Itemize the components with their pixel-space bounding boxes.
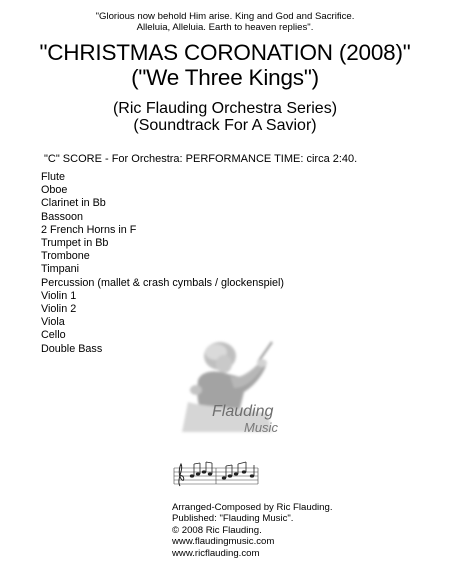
- title-line-2: ("We Three Kings"): [131, 65, 319, 90]
- instrument-item: Percussion (mallet & crash cymbals / glockenspiel): [41, 276, 285, 289]
- logo-text-flauding: Flauding: [212, 403, 274, 420]
- series-line-2: (Soundtrack For A Savior): [133, 117, 317, 134]
- credit-arranger: Arranged-Composed by Ric Flauding.: [172, 502, 333, 513]
- instrument-item: Double Bass: [41, 342, 103, 355]
- instrument-item: Violin 2: [41, 303, 77, 316]
- series-subtitle: [0, 100, 450, 134]
- instrument-item: Timpani: [41, 263, 79, 276]
- conductor-logo-icon: [168, 336, 296, 444]
- music-staff-icon: [172, 460, 260, 490]
- credit-website-2: www.ricflauding.com: [172, 547, 260, 559]
- credits-block: [172, 502, 333, 559]
- instrument-item: 2 French Horns in F: [41, 223, 137, 236]
- page-title: [0, 40, 450, 90]
- score-info: "C" SCORE - For Orchestra: PERFORMANCE TIME: circa 2:40.: [44, 153, 358, 165]
- instrument-item: Violin 1: [41, 289, 77, 302]
- instrument-item: Oboe: [41, 184, 68, 197]
- instrument-item: Trombone: [41, 250, 90, 263]
- credit-copyright: © 2008 Ric Flauding.: [172, 524, 262, 536]
- instrument-item: Clarinet in Bb: [41, 197, 106, 210]
- epigraph-line-2: Alleluia, Alleluia. Earth to heaven replies".: [136, 22, 314, 33]
- logo-text-music: Music: [244, 420, 278, 435]
- epigraph-line-1: "Glorious now behold Him arise. King and God and Sacrifice.: [95, 11, 355, 22]
- instrument-item: Trumpet in Bb: [41, 237, 109, 250]
- series-line-1: (Ric Flauding Orchestra Series): [112, 100, 338, 117]
- credit-website-1: www.flaudingmusic.com: [172, 536, 275, 548]
- epigraph-quote: [0, 11, 450, 33]
- instrument-item: Viola: [41, 316, 65, 329]
- instrument-item: Bassoon: [41, 210, 84, 223]
- credit-publisher: Published: "Flauding Music".: [172, 513, 294, 525]
- instrument-list: [41, 171, 284, 356]
- instrument-item: Cello: [41, 329, 66, 342]
- title-line-1: "CHRISTMAS CORONATION (2008)": [39, 40, 411, 65]
- instrument-item: Flute: [41, 171, 66, 183]
